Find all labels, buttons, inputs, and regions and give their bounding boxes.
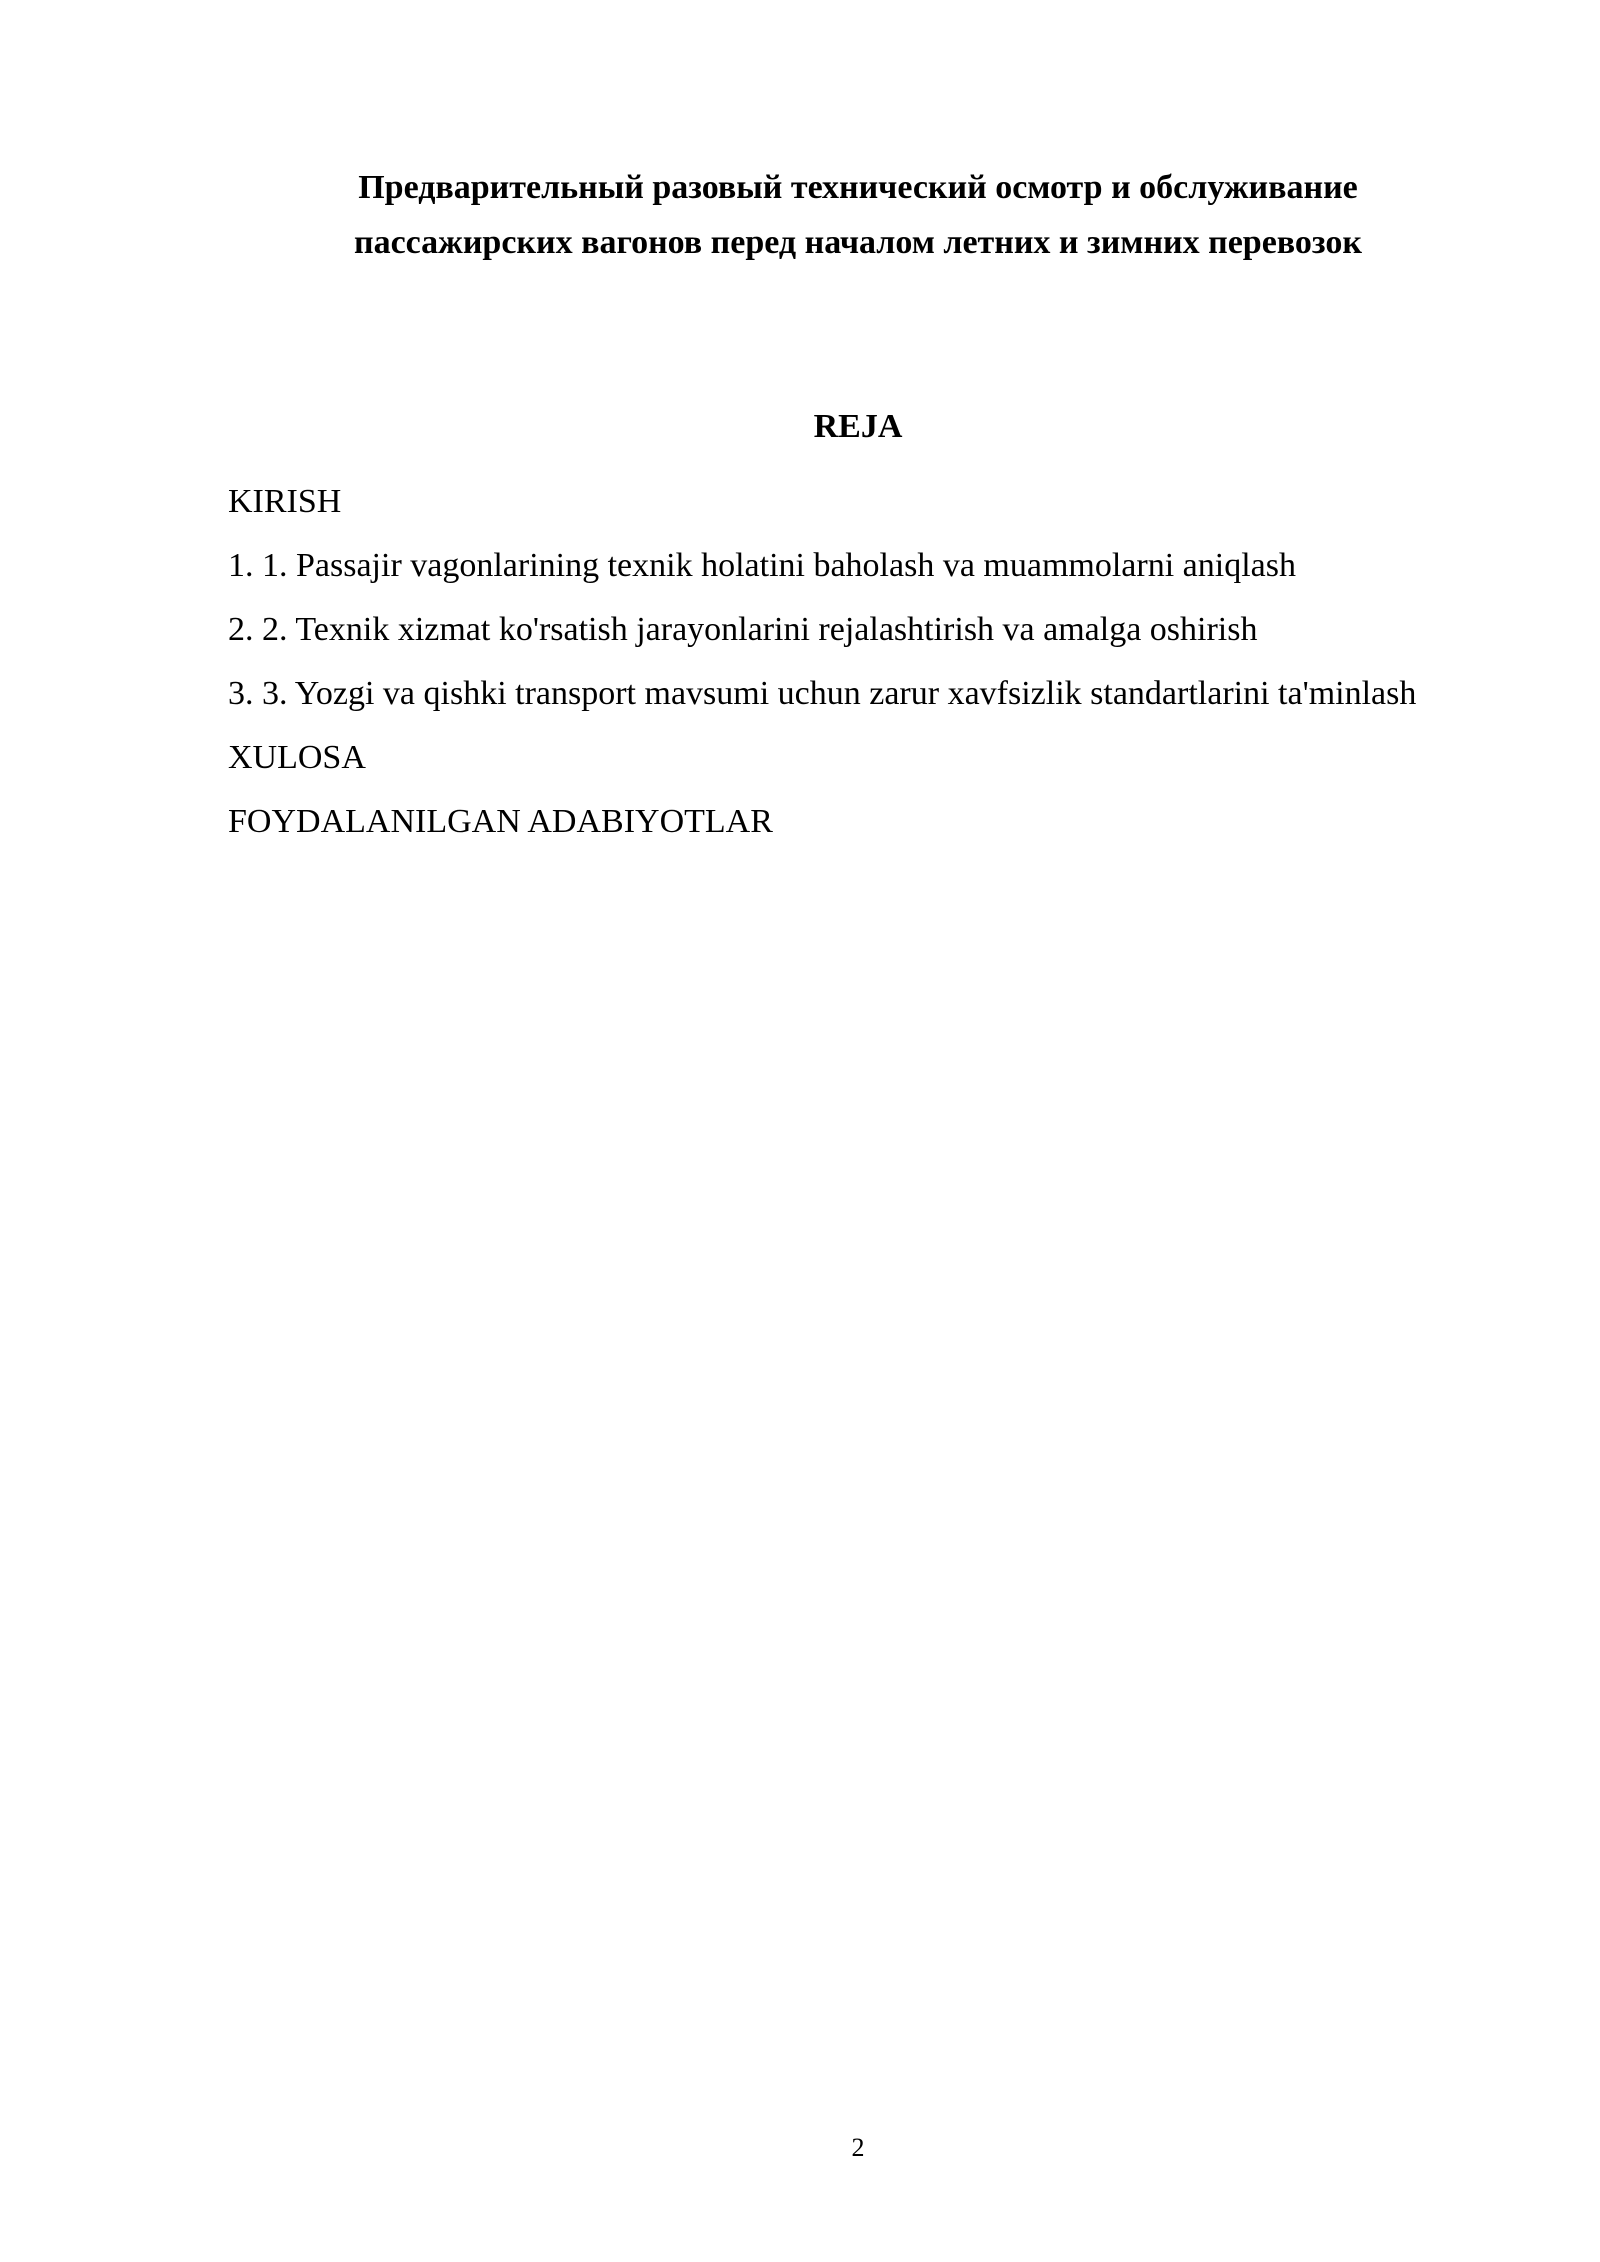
document-title: [258, 160, 1458, 270]
page-number: 2: [851, 2133, 865, 2162]
document-title-line-2: пассажирских вагонов перед началом летних и зимних перевозок: [354, 224, 1362, 261]
plan-item-introduction: KIRISH: [228, 483, 342, 520]
plan-heading: REJA: [813, 408, 903, 445]
plan-item-1: 1. 1. Passajir vagonlarining texnik holatini baholash va muammolarni aniqlash: [228, 547, 1296, 584]
plan-item-conclusion: XULOSA: [228, 739, 366, 776]
document-title-line-1: Предварительный разовый технический осмотр и обслуживание: [358, 169, 1358, 206]
plan-item-2: 2. 2. Texnik xizmat ko'rsatish jarayonlarini rejalashtirish va amalga oshirish: [228, 611, 1258, 648]
plan-item-references: FOYDALANILGAN ADABIYOTLAR: [228, 803, 773, 840]
plan-list: [228, 474, 1428, 858]
plan-item-3: 3. 3. Yozgi va qishki transport mavsumi uchun zarur xavfsizlik standartlarini ta'minlash: [228, 675, 1417, 712]
